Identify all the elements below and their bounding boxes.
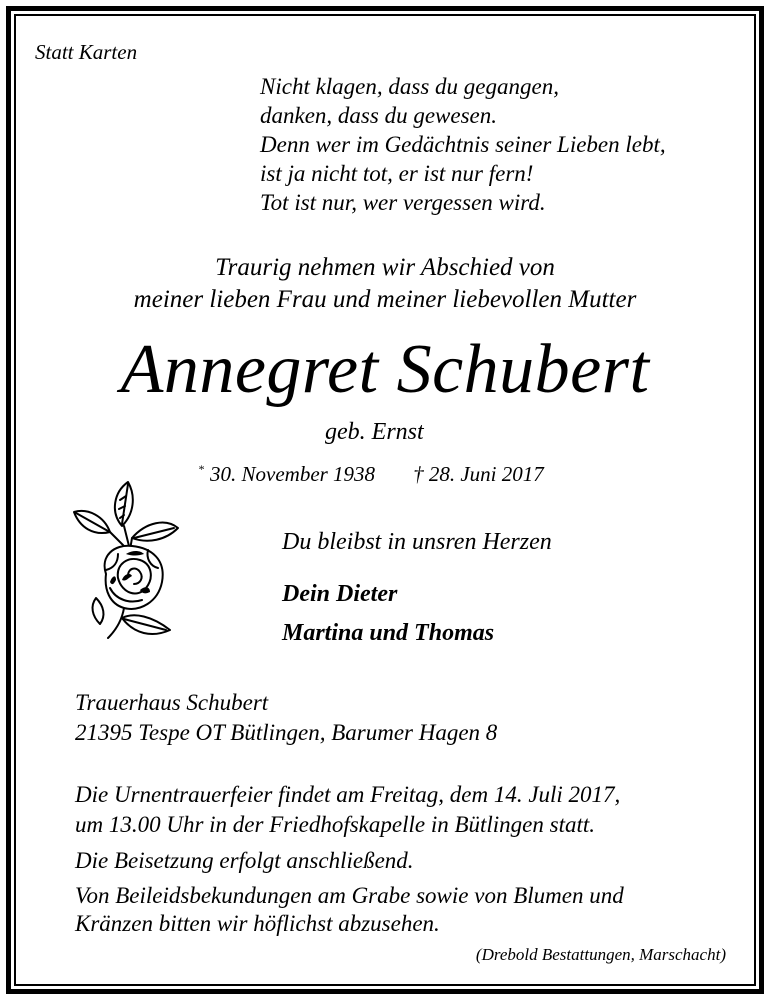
ceremony-line: Von Beileidsbekundungen am Grabe sowie von Blumen und <box>75 883 624 908</box>
rose-icon <box>70 478 185 646</box>
intro-line: Traurig nehmen wir Abschied von <box>215 254 555 281</box>
poem-line: danken, dass du gewesen. <box>260 103 497 128</box>
poem-line: Nicht klagen, dass du gegangen, <box>260 74 559 99</box>
life-dates <box>198 463 544 485</box>
header-statt-karten: Statt Karten <box>35 40 138 64</box>
ceremony-line: um 13.00 Uhr in der Friedhofskapelle in Bütlingen statt. <box>75 812 596 837</box>
poem-line: Tot ist nur, wer vergessen wird. <box>260 190 546 215</box>
house-line: 21395 Tespe OT Bütlingen, Barumer Hagen 8 <box>75 720 498 745</box>
intro-line: meiner lieben Frau und meiner liebevollen Mutter <box>133 286 637 313</box>
ceremony-info <box>75 780 624 938</box>
mourning-house <box>75 688 497 748</box>
undertaker-credit: (Drebold Bestattungen, Marschacht) <box>475 945 726 964</box>
birth-symbol: * <box>198 462 204 476</box>
deceased-name: Annegret Schubert <box>120 331 650 408</box>
ceremony-line: Kränzen bitten wir höflichst abzusehen. <box>75 911 440 936</box>
death-date: † 28. Juni 2017 <box>413 462 544 486</box>
birth-date: 30. November 1938 <box>210 462 376 486</box>
poem-line: Denn wer im Gedächtnis seiner Lieben lebt, <box>260 132 666 157</box>
maiden-name: geb. Ernst <box>325 419 424 445</box>
ceremony-line: Die Beisetzung erfolgt anschließend. <box>75 848 414 873</box>
house-line: Trauerhaus Schubert <box>75 690 269 715</box>
motto: Du bleibst in unsren Herzen <box>282 529 552 555</box>
signature: Dein Dieter <box>282 581 398 607</box>
poem <box>260 72 666 217</box>
poem-line: ist ja nicht tot, er ist nur fern! <box>260 161 534 186</box>
signature: Martina und Thomas <box>282 620 495 646</box>
ceremony-line: Die Urnentrauerfeier findet am Freitag, dem 14. Juli 2017, <box>75 782 621 807</box>
